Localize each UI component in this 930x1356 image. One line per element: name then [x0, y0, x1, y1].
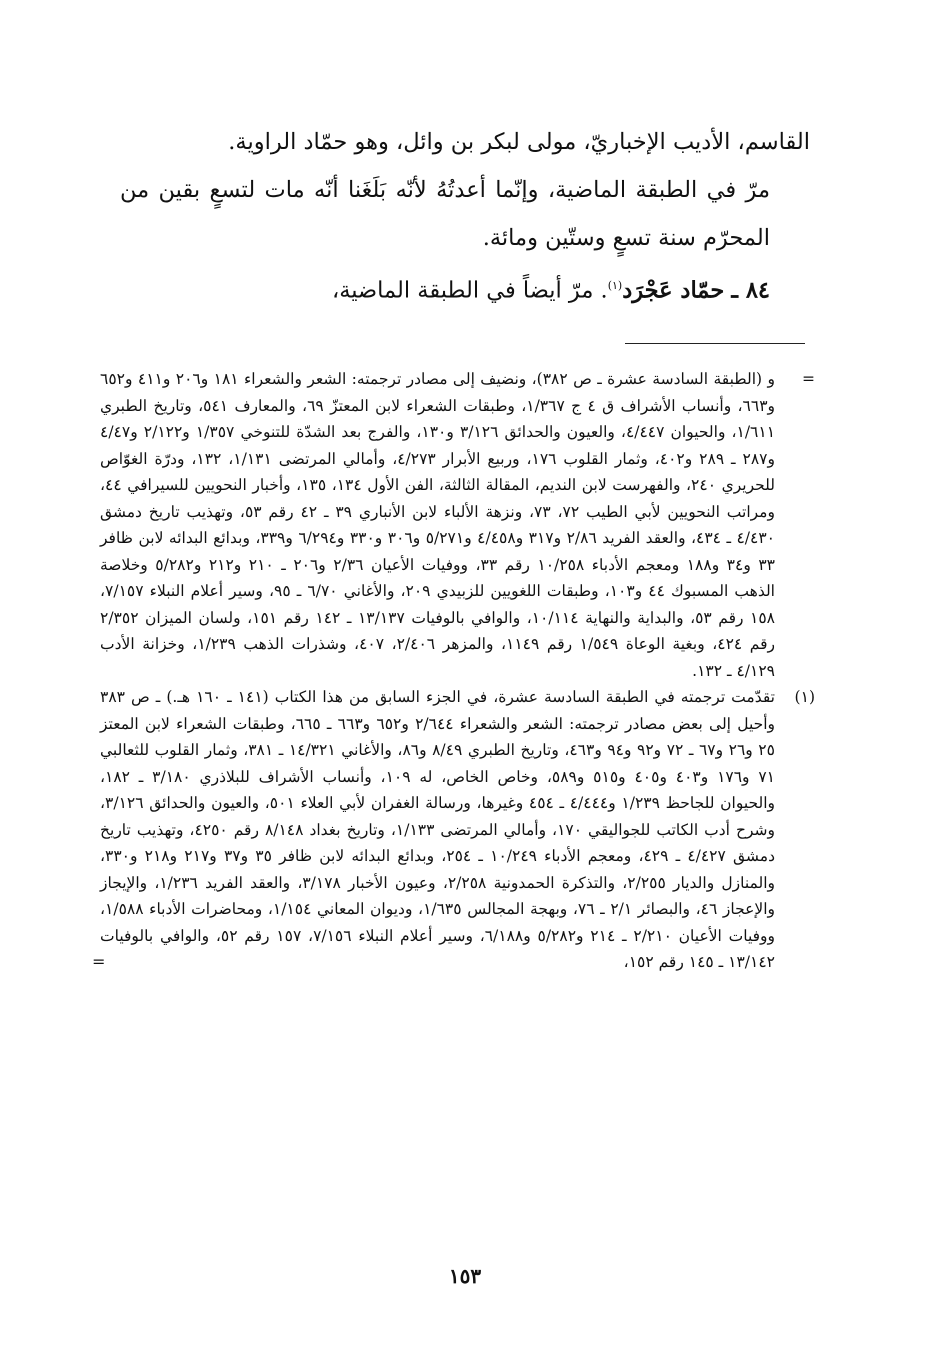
- main-paragraph-2: مرّ في الطبقة الماضية، وإنّما أعدتُهُ لأنّه بَلَغَنا أنّه مات لتسعٍ بقين من المحرّم سنة تسعٍ وستّين ومائة.: [120, 177, 770, 251]
- entry-heading: [120, 262, 810, 315]
- footnote-continued: [100, 366, 815, 684]
- footnotes: [92, 366, 815, 976]
- main-paragraph-1: القاسم، الأديب الإخباريّ، مولى لبكر بن وائل، وهو حمّاد الراوية.: [228, 129, 810, 155]
- page-number: ١٥٣: [448, 1264, 482, 1288]
- entry-name: حمّاد عَجْرَد: [622, 277, 725, 304]
- continuation-mark: =: [92, 952, 106, 971]
- footnote-text: تقدّمت ترجمته في الطبقة السادسة عشرة، في الجزء السابق من هذا الكتاب (١٤١ ـ ١٦٠ هـ.) ـ ص ٣٨٣ وأحيل إلى بعض مصادر ترجمته: الشعر والشعراء ٢/٦٤٤ و٦٥٢ و٦٦٣ ـ ٦٦٥، وطبقات الشعراء لابن المعتز ٢٥ و٢٦ و٦٧ ـ ٧٢ و٩٢ و٩٤ و٤٦٣، وتاريخ الطبري ٨/٤٩ و٨٦، والأغاني ١٤/٣٢١ ـ ٣٨١، وثمار القلوب للثعالبي ٧١ و١٧٦ و٤٠٣ و٤٠٥ و٥١٥ و٥٨٩، وخاص الخاص، له ١٠٩، وأنساب الأشراف للبلاذري ٣/١٨٠ ـ ١٨٢، والحيوان للجاحظ ١/٢٣٩ و٤/٤٤٤ ـ ٤٥٤ وغيرها، ورسالة الغفران لأبي العلاء ٥٠١، والعيون والحدائق ٣/١٢٦، وشرح أدب الكاتب للجواليقي ١٧٠، وأمالي المرتضى ١/١٣٣، وتاريخ بغداد ٨/١٤٨ رقم ٤٢٥٠، وتهذيب تاريخ دمشق ٤/٤٢٧ ـ ٤٢٩، ومعجم الأدباء ١٠/٢٤٩ ـ ٢٥٤، وبدائع البدائه لابن ظافر ٣٥ و٣٧ و٢١٧ و٢١٨ و٣٣٠، والمنازل والديار ٢/٢٥٥، والتذكرة الحمدونية ٢/٢٥٨، وعيون الأخبار ٣/١٧٨، والعقد الفريد ١/٢٣٦، والإيجاز والإعجاز ٤٦، والبصائر ٢/١ ـ ٧٦، وبهجة المجالس ١/٦٣٥، وديوان المعاني ١/١٥٤، ومحاضرات الأدباء ١/٥٨٨، ووفيات الأعيان ٢/٢١٠ ـ ٢١٤ و٥/٢٨٢ و٦/١٨٨، وسير أعلام النبلاء ٧/١٥٦، ١٥٧ رقم ٥٢، والوافي بالوفيات ١٣/١٤٢ ـ ١٤٥ رقم ١٥٢،: [100, 688, 776, 971]
- footnote-marker: =: [802, 370, 815, 388]
- entry-number: ٨٤ ـ: [731, 277, 770, 304]
- footnote-1: [92, 684, 815, 976]
- footnote-marker: (١): [794, 688, 815, 706]
- main-text: [120, 118, 810, 315]
- footnote-text: و (الطبقة السادسة عشرة ـ ص ٣٨٢)، ونضيف إلى مصادر ترجمته: الشعر والشعراء ١٨١ و٢٠٦ و٤١١ و٦٥٢ و٦٦٣، وأنساب الأشراف ق ٤ ج ١/٣٦٧، وطبقات الشعراء لابن المعتزّ ٦٩، والمعارف ٥٤١، وتاريخ الطبري ١/٦١١، والحيوان ٤/٤٤٧، والعيون والحدائق ٣/١٢٦ و١٣٠، والفرج بعد الشدّة للتنوخي ١/٣٥٧ و٢/١٢٢ و٤/٤٧ و٢٨٧ ـ ٢٨٩ و٤٠٢، وثمار القلوب ١٧٦، وربيع الأبرار ٤/٢٧٣، وأمالي المرتضى ١/١٣١، ١٣٢، ودرّة الغوّاص للحريري ٢٤٠، والفهرست لابن النديم، المقالة الثالثة، الفن الأول ١٣٤، ١٣٥، وأخبار النحويين للسيرافي ٤٤، ومراتب النحويين لأبي الطيب ٧٢، ٧٣، ونزهة الألباء لابن الأنباري ٣٩ ـ ٤٢ رقم ٥٣، وتهذيب تاريخ دمشق ٤/٤٣٠ ـ ٤٣٤، والعقد الفريد ٢/٨٦ و٣١٧ و٤/٤٥٨ و٥/٢٧١ و٣٠٦ و٣٣٠ و٦/٢٩٤ و٣٣٩، وبدائع البدائه لابن ظافر ٣٣ و٣٤ و١٨٨ ومعجم الأدباء ١٠/٢٥٨ رقم ٣٣، ووفيات الأعيان ٢/٣٦ و٢٠٦ ـ ٢١٠ و٢١٢ و٥/٢٨٢ وخلاصة الذهب المسبوك ٤٤ و١٠٣، وطبقات اللغويين للزبيدي ٢٠٩، والأغاني ٦/٧٠ ـ ٩٥، وسير أعلام النبلاء ٧/١٥٧، ١٥٨ رقم ٥٣، والبداية والنهاية ١٠/١١٤، والوافي بالوفيات ١٣/١٣٧ ـ ١٤٢ رقم ١٥١، ولسان الميزان ٢/٣٥٢ رقم ٤٢٤، وبغية الوعاة ١/٥٤٩ رقم ١١٤٩، والمزهر ٢/٤٠٦، ٤٠٧، وشذرات الذهب ١/٢٣٩، وخزانة الأدب ٤/١٢٩ ـ ١٣٢.: [100, 370, 776, 680]
- footnote-separator: [625, 343, 805, 344]
- entry-text: . مرّ أيضاً في الطبقة الماضية،: [331, 277, 608, 304]
- footnote-ref[interactable]: (١): [607, 279, 623, 292]
